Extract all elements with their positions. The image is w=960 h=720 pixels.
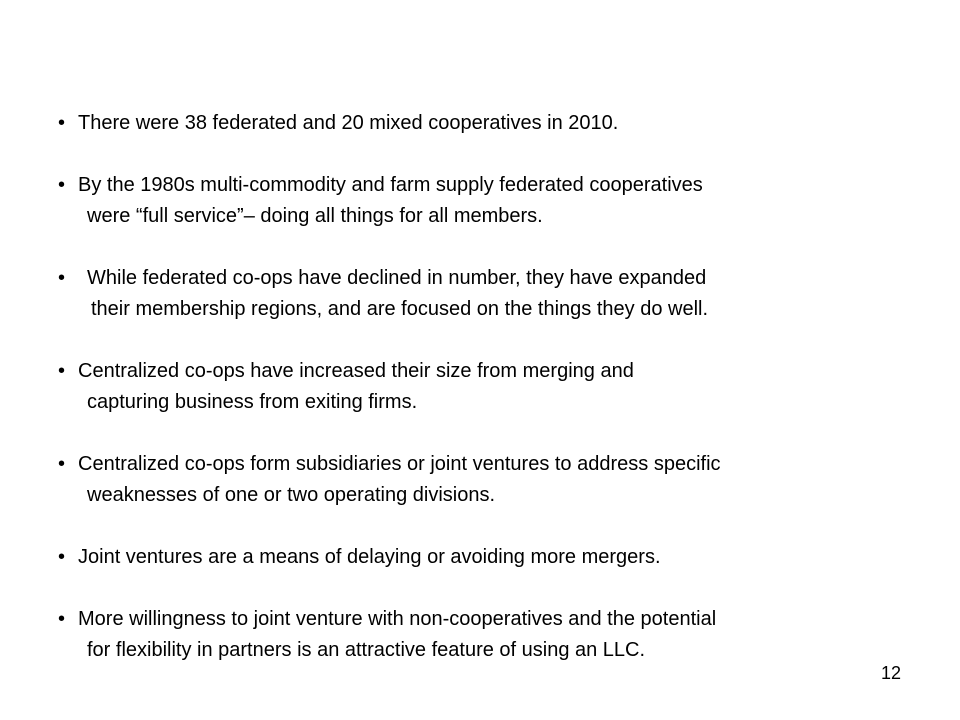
bullet-text-continued: for flexibility in partners is an attractive feature of using an LLC.: [87, 639, 646, 661]
bullet-text: More willingness to joint venture with non-cooperatives and the potential: [78, 608, 717, 630]
bullet-text: While federated co-ops have declined in number, they have expanded: [87, 267, 707, 289]
bullet-marker: •: [58, 608, 66, 630]
bullet-item: [58, 604, 938, 666]
bullet-marker: •: [58, 453, 66, 475]
bullet-marker: •: [58, 174, 66, 196]
bullet-text-continued: were “full service”– doing all things for all members.: [87, 205, 543, 227]
bullet-text-continued: capturing business from exiting firms.: [87, 391, 418, 413]
bullet-text: Centralized co-ops form subsidiaries or joint ventures to address specific: [78, 453, 721, 475]
bullet-text: Centralized co-ops have increased their size from merging and: [78, 360, 634, 382]
bullet-item: [58, 449, 938, 511]
bullet-marker: •: [58, 360, 66, 382]
bullet-text: There were 38 federated and 20 mixed cooperatives in 2010.: [78, 112, 619, 134]
bullet-list: [58, 108, 938, 666]
page-number: 12: [880, 663, 901, 683]
bullet-marker: •: [58, 267, 66, 289]
bullet-text: Joint ventures are a means of delaying or avoiding more mergers.: [78, 546, 661, 568]
bullet-text-continued: their membership regions, and are focused on the things they do well.: [91, 298, 709, 320]
bullet-marker: •: [58, 112, 66, 134]
bullet-marker: •: [58, 546, 66, 568]
bullet-text-continued: weaknesses of one or two operating divisions.: [87, 484, 496, 506]
bullet-text: By the 1980s multi-commodity and farm supply federated cooperatives: [78, 174, 703, 196]
bullet-item: [58, 108, 938, 139]
bullet-item: [58, 263, 938, 325]
bullet-item: [58, 170, 938, 232]
bullet-item: [58, 356, 938, 418]
bullet-item: [58, 542, 938, 573]
